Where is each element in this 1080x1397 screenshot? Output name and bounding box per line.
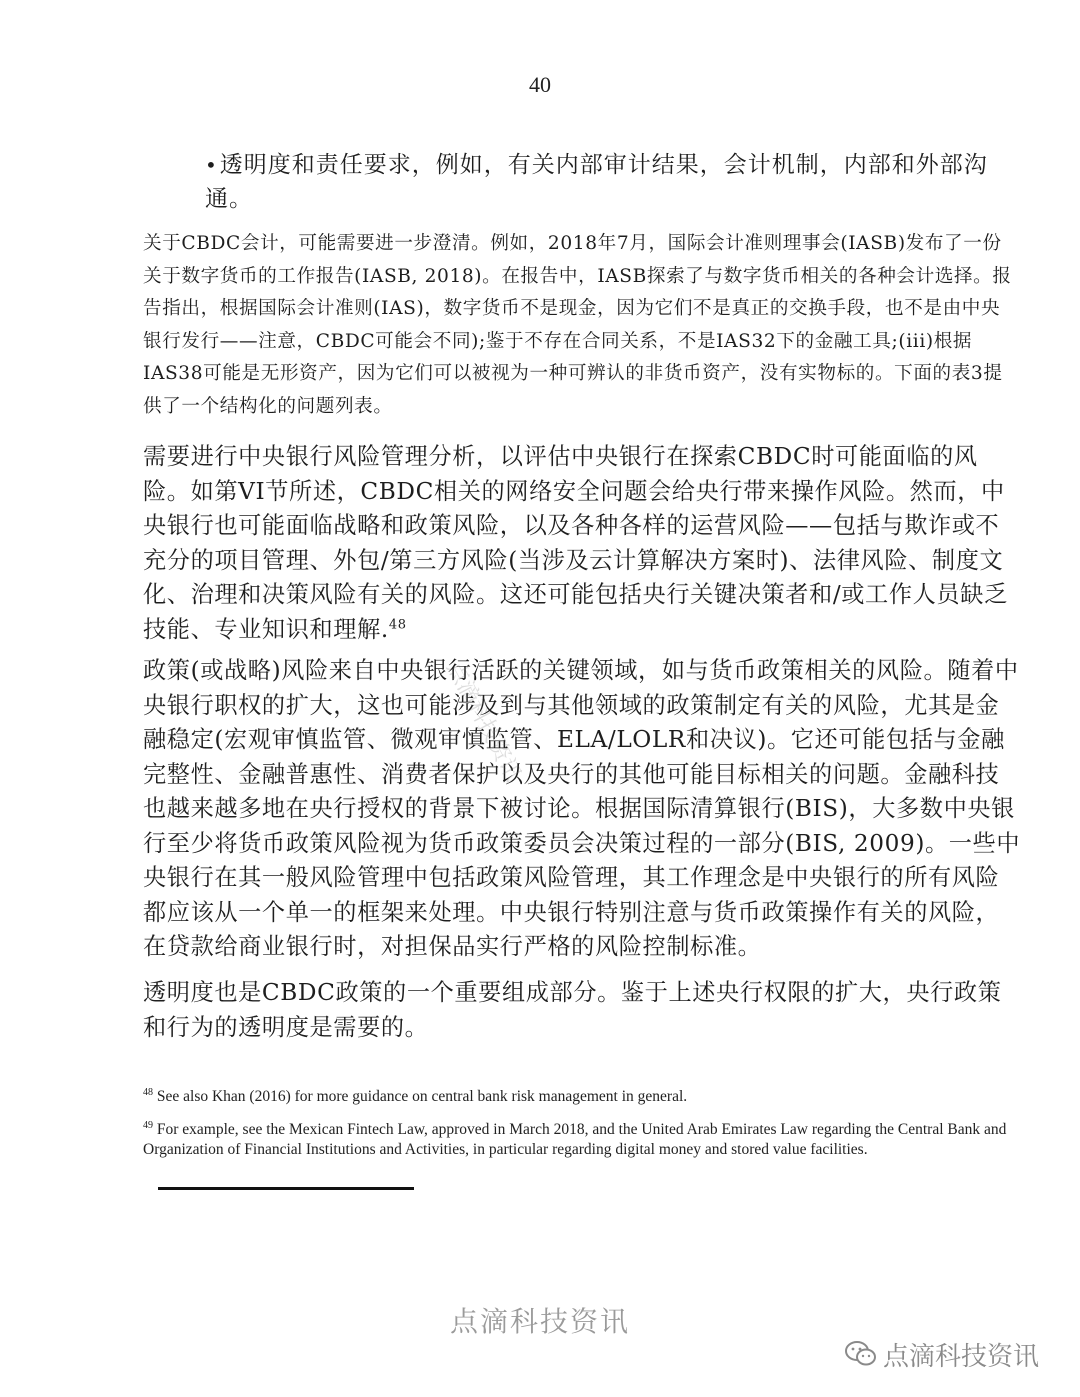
paragraph-policy-risk: 政策(或战略)风险来自中央银行活跃的关键领域，如与货币政策相关的风险。随着中央银行职权的扩大，这也可能涉及到与其他领域的政策制定有关的风险，尤其是金融稳定(宏观审慎监管、微观审慎监管、ELA/LOLR和决议)。它还可能包括与金融完整性、金融普惠性、消费者保护以及央行的其他可能目标相关的问题。金融科技也越来越多地在央行授权的背景下被讨论。根据国际清算银行(BIS)，大多数中央银行至少将货币政策风险视为货币政策委员会决策过程的一部分(BIS, 2009)。一些中央银行在其一般风险管理中包括政策风险管理，其工作理念是中央银行的所有风险都应该从一个单一的框架来处理。中央银行特别注意与货币政策操作有关的风险，在贷款给商业银行时，对担保品实行严格的风险控制标准。 — [143, 657, 1021, 960]
bullet-item — [205, 148, 1035, 216]
footnote-ref-48[interactable]: 48 — [388, 616, 407, 632]
wechat-account-name: 点滴科技资讯 — [883, 1341, 1040, 1372]
paragraph-risk-management — [143, 440, 1023, 647]
diagonal-watermark: 点滴科技资讯 — [441, 657, 526, 786]
paragraph-transparency: 透明度也是CBDC政策的一个重要组成部分。鉴于上述央行权限的扩大，央行政策和行为的透明度是需要的。 — [143, 979, 1002, 1041]
footnote-number: 48 — [143, 1087, 153, 1098]
wechat-icon — [845, 1340, 877, 1368]
footnote-49 — [143, 1116, 1023, 1160]
paragraph-risk-management-text: 需要进行中央银行风险管理分析，以评估中央银行在探索CBDC时可能面临的风险。如第VI节所述，CBDC相关的网络安全问题会给央行带来操作风险。然而，中央银行也可能面临战略和政策风险，以及各种各样的运营风险——包括与欺诈或不充分的项目管理、外包/第三方风险(当涉及云计算解决方案时)、法律风险、制度文化、治理和决策风险有关的风险。这还可能包括央行关键决策者和/或工作人员缺乏技能、专业知识和理解. — [143, 443, 1008, 643]
footnote-number: 49 — [143, 1120, 153, 1131]
footnote-text: For example, see the Mexican Fintech Law, approved in March 2018, and the United Arab Emirates Law regarding the Central Bank and Organization of Financial Institutions and Activities, in particular regarding digital money and stored value facilities. — [143, 1121, 1007, 1159]
footnote-text: See also Khan (2016) for more guidance on central bank risk management in general. — [156, 1088, 688, 1106]
bottom-brand-title: 点滴科技资讯 — [449, 1305, 630, 1338]
paragraph-cbdc-accounting: 关于CBDC会计，可能需要进一步澄清。例如，2018年7月，国际会计准则理事会(IASB)发布了一份关于数字货币的工作报告(IASB, 2018)。在报告中，IASB探索了与数字货币相关的各种会计选择。报告指出，根据国际会计准则(IAS)，数字货币不是现金，因为它们不是真正的交换手段，也不是由中央银行发行——注意，CBDC可能会不同);鉴于不存在合同关系，不是IAS32下的金融工具;(iii)根据IAS38可能是无形资产，因为它们可以被视为一种可辨认的非货币资产，没有实物标的。下面的表3提供了一个结构化的问题列表。 — [143, 233, 1012, 417]
wechat-account-watermark — [845, 1334, 1060, 1374]
footnote-48 — [143, 1083, 1023, 1107]
footnote-separator-rule — [158, 1187, 414, 1190]
bullet-dot: • — [205, 153, 218, 177]
page-number: 40 — [529, 72, 551, 97]
bullet-item-text: 透明度和责任要求，例如，有关内部审计结果，会计机制，内部和外部沟通。 — [205, 152, 988, 212]
